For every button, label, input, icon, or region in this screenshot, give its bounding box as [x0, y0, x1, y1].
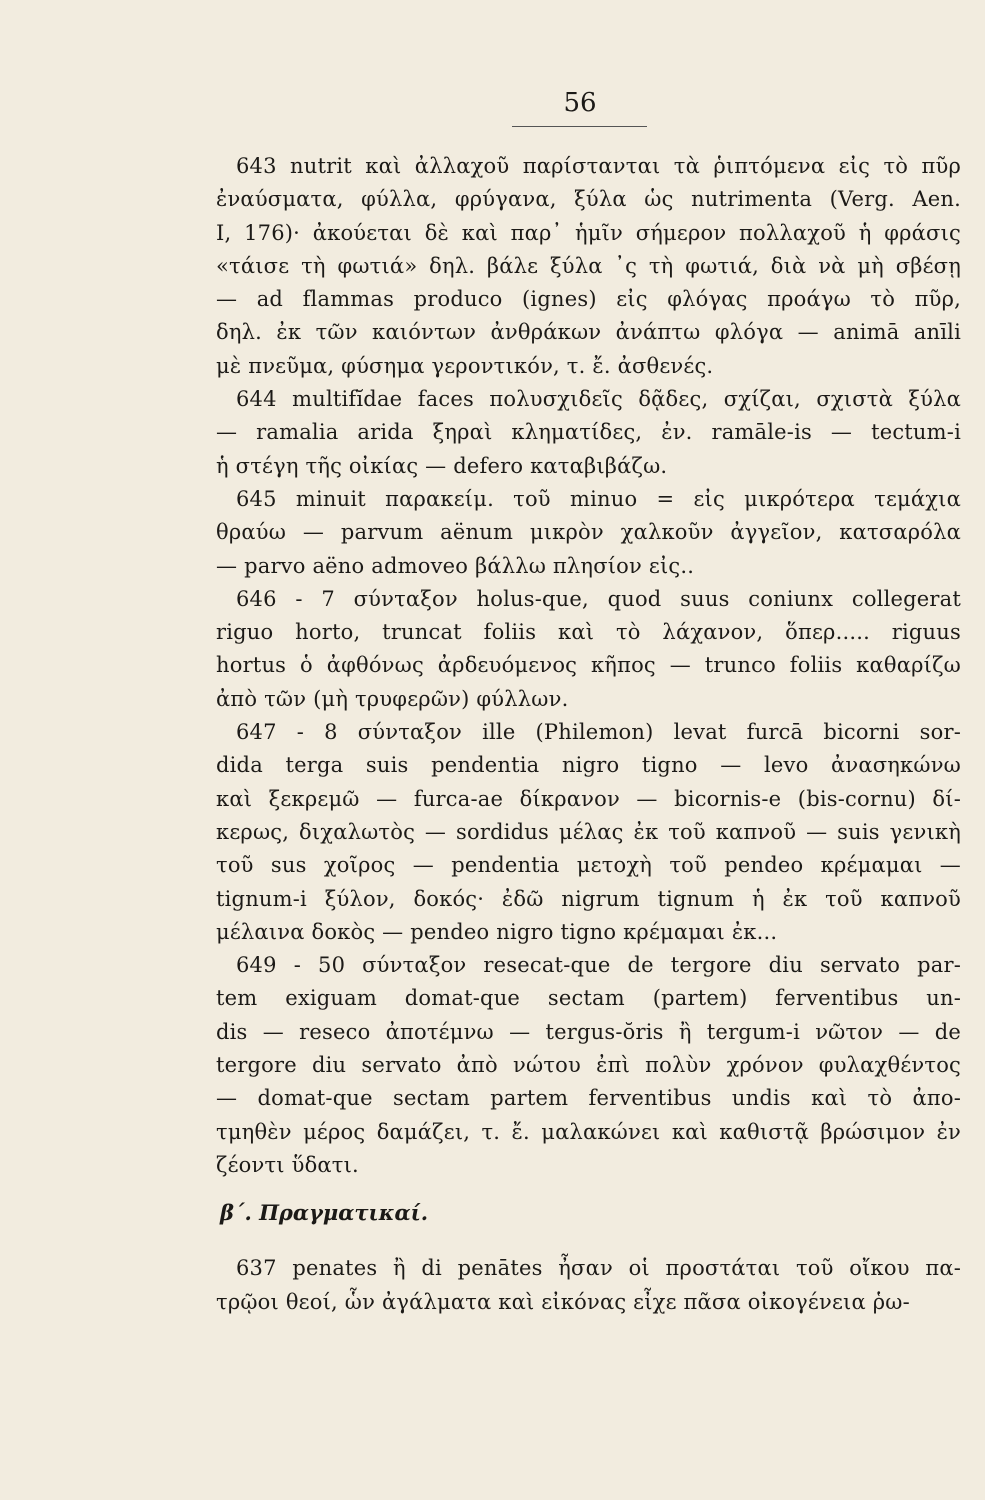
text-line: 646 - 7 σύνταξον holus-que, quod suus coniunx collegerat: [236, 586, 961, 611]
paragraph-p643: [216, 150, 961, 383]
text-line: 643 nutrit καὶ ἀλλαχοῦ παρίστανται τὰ ῥιπτόμενα εἰς τὸ πῦρ: [236, 154, 961, 178]
section-heading: β΄. Πραγματικαί.: [220, 1200, 429, 1226]
text-line: ἀπὸ τῶν (μὴ τρυφερῶν) φύλλων.: [216, 686, 569, 711]
paragraph-p647: [216, 716, 961, 949]
text-line: θραύω — parvum aënum μικρὸν χαλκοῦν ἀγγεῖον, κατσαρόλα: [216, 520, 961, 545]
text-line: hortus ὁ ἀφθόνως ἀρδευόμενος κῆπος — trunco foliis καθαρίζω: [216, 653, 961, 678]
text-line: I, 176)· ἀκούεται δὲ καὶ παρ᾽ ἡμῖν σήμερον πολλαχοῦ ἡ φράσις: [216, 220, 961, 245]
page-number-rule: [512, 126, 647, 127]
text-line: — ad flammas produco (ignes) εἰς φλόγας προάγω τὸ πῦρ,: [216, 287, 961, 312]
text-line: τοῦ sus χοῖρος — pendentia μετοχὴ τοῦ pendeo κρέμαμαι —: [216, 853, 961, 878]
text-line: dis — reseco ἀποτέμνω — tergus-ŏris ἢ tergum-i νῶτον — de: [216, 1019, 961, 1044]
text-line: ἡ στέγη τῆς οἰκίας — defero καταβιβάζω.: [216, 453, 668, 478]
text-line: τρῷοι θεοί, ὧν ἀγάλματα καὶ εἰκόνας εἶχε πᾶσα οἰκογένεια ῥω-: [216, 1289, 910, 1314]
text-line: 637 penates ἢ di penātes ἦσαν οἱ προστάται τοῦ οἴκου πα-: [236, 1256, 961, 1281]
text-line: — domat-que sectam partem ferventibus undis καὶ τὸ ἀπο-: [216, 1086, 961, 1111]
text-line: tignum-i ξύλον, δοκός· ἐδῶ nigrum tignum ἡ ἐκ τοῦ καπνοῦ: [216, 886, 961, 911]
text-line: dida terga suis pendentia nigro tigno — levo ἀνασηκώνω: [216, 753, 961, 778]
text-line: tem exiguam domat-que sectam (partem) ferventibus un-: [216, 986, 961, 1011]
page-number: 56: [563, 88, 597, 118]
text-line: riguo horto, truncat foliis καὶ τὸ λάχανον, ὅπερ..... riguus: [216, 620, 961, 645]
text-line: 649 - 50 σύνταξον resecat-que de tergore diu servato par-: [236, 953, 961, 978]
paragraph-p644: [216, 383, 961, 483]
text-line: δηλ. ἐκ τῶν καιόντων ἀνθράκων ἀνάπτω φλόγα — animā anīli: [216, 320, 961, 345]
text-line: — ramalia arida ξηραὶ κληματίδες, ἐν. ramāle-is — tectum-i: [216, 420, 961, 445]
paragraph-p649: [216, 949, 961, 1182]
text-line: 644 multifĭdae faces πολυσχιδεῖς δᾷδες, σχίζαι, σχιστὰ ξύλα: [236, 387, 961, 412]
text-line: — parvo aëno admoveo βάλλω πλησίον εἰς..: [216, 553, 695, 578]
text-line: μέλαινα δοκὸς — pendeo nigro tigno κρέμαμαι ἐκ...: [216, 919, 778, 944]
paragraph-p646: [216, 583, 961, 716]
text-line: μὲ πνεῦμα, φύσημα γεροντικόν, τ. ἔ. ἀσθενές.: [216, 353, 714, 378]
text-line: ζέοντι ὕδατι.: [216, 1152, 359, 1177]
text-line: 647 - 8 σύνταξον ille (Philemon) levat furcā bicorni sor-: [236, 720, 961, 745]
paragraph-p645: [216, 483, 961, 583]
paragraph-p637: [216, 1252, 961, 1319]
text-line: 645 minuit παρακείμ. τοῦ minuo = εἰς μικρότερα τεμάχια: [236, 486, 961, 511]
text-line: κερως, διχαλωτὸς — sordidus μέλας ἐκ τοῦ καπνοῦ — suis γενικὴ: [216, 819, 961, 844]
text-line: τμηθὲν μέρος δαμάζει, τ. ἔ. μαλακώνει καὶ καθιστᾷ βρώσιμον ἐν: [216, 1119, 961, 1144]
text-line: ἐναύσματα, φύλλα, φρύγανα, ξύλα ὡς nutrimenta (Verg. Aen.: [216, 187, 961, 212]
body-text: [216, 150, 961, 1319]
text-line: καὶ ξεκρεμῶ — furca-ae δίκρανον — bicornis-e (bis-cornu) δί-: [216, 786, 961, 811]
text-line: tergore diu servato ἀπὸ νώτου ἐπὶ πολὺν χρόνον φυλαχθέντος: [216, 1053, 961, 1078]
text-line: «τάισε τὴ φωτιά» δηλ. βάλε ξύλα ᾽ς τὴ φωτιά, διὰ νὰ μὴ σβέσῃ: [216, 253, 961, 278]
